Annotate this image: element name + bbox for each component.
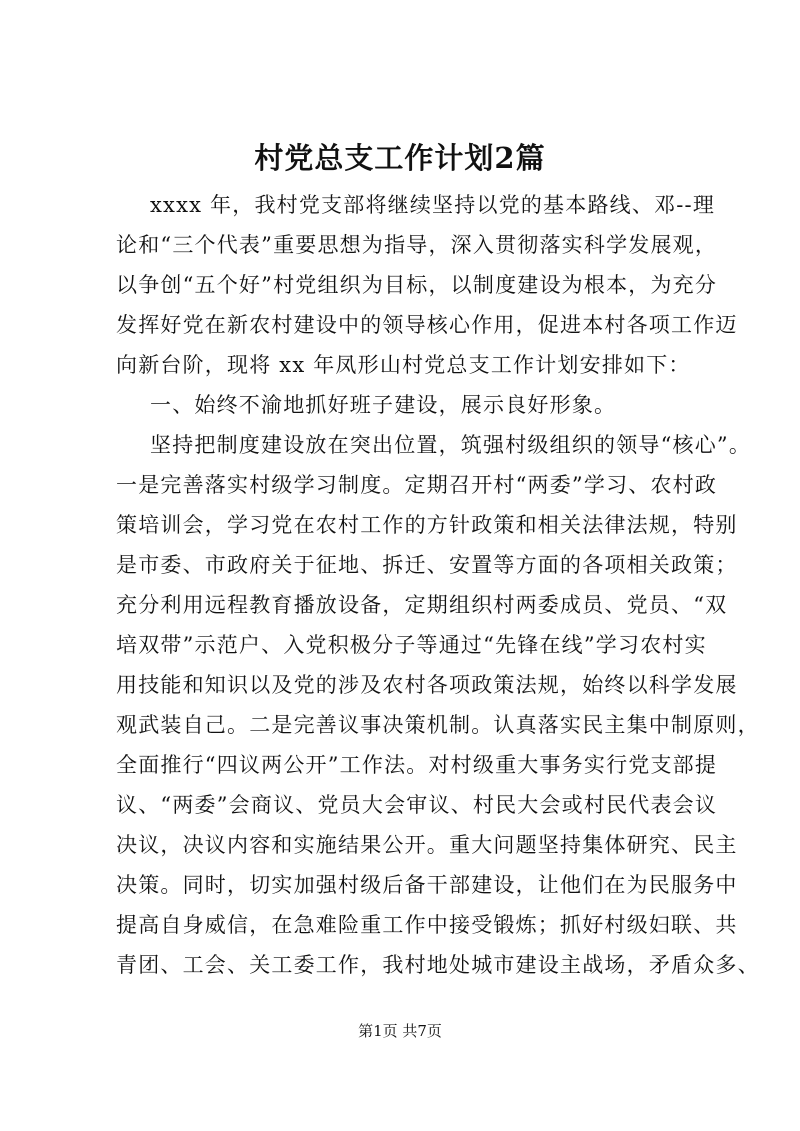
- text-line: 以争创“五个好”村党组织为目标，以制度建设为根本，为充分: [116, 273, 718, 297]
- text-line: 培双带”示范户、入党积极分子等通过“先锋在线”学习农村实: [116, 633, 707, 657]
- text-line: 观武装自己。二是完善议事决策机制。认真落实民主集中制原则，: [116, 713, 760, 737]
- text-line: 一是完善落实村级学习制度。定期召开村“两委”学习、农村政: [116, 473, 718, 497]
- text-line: 策培训会，学习党在农村工作的方针政策和相关法律法规，特别: [116, 513, 738, 537]
- text-line: 发挥好党在新农村建设中的领导核心作用，促进本村各项工作迈: [116, 313, 738, 337]
- text-line: xxxx 年，我村党支部将继续坚持以党的基本路线、邓--理: [150, 193, 716, 217]
- text-line: 提高自身威信，在急难险重工作中接受锻炼；抓好村级妇联、共: [116, 913, 738, 937]
- text-line: 是市委、市政府关于征地、拆迁、安置等方面的各项相关政策；: [116, 553, 738, 577]
- document-title: 村党总支工作计划2篇: [254, 141, 546, 175]
- text-line: 青团、工会、关工委工作，我村地处城市建设主战场，矛盾众多、: [116, 953, 760, 977]
- page-footer: 第1页 共7页: [358, 1022, 442, 1040]
- text-line: 用技能和知识以及党的涉及农村各项政策法规，始终以科学发展: [116, 673, 738, 697]
- document-body: [116, 185, 760, 985]
- text-line: 全面推行“四议两公开”工作法。对村级重大事务实行党支部提: [116, 753, 718, 777]
- text-line: 论和“三个代表”重要思想为指导，深入贯彻落实科学发展观，: [116, 233, 718, 257]
- text-line: 充分利用远程教育播放设备，定期组织村两委成员、党员、“双: [116, 593, 728, 617]
- text-line: 议、“两委”会商议、党员大会审议、村民大会或村民代表会议: [116, 793, 718, 817]
- section-heading: 一、始终不渝地抓好班子建设，展示良好形象。: [150, 393, 617, 417]
- text-line: 坚持把制度建设放在突出位置，筑强村级组织的领导“核心”。: [150, 433, 752, 457]
- text-line: 决策。同时，切实加强村级后备干部建设，让他们在为民服务中: [116, 873, 738, 897]
- text-line: 向新台阶，现将 xx 年凤形山村党总支工作计划安排如下：: [116, 353, 691, 377]
- text-line: 决议，决议内容和实施结果公开。重大问题坚持集体研究、民主: [116, 833, 738, 857]
